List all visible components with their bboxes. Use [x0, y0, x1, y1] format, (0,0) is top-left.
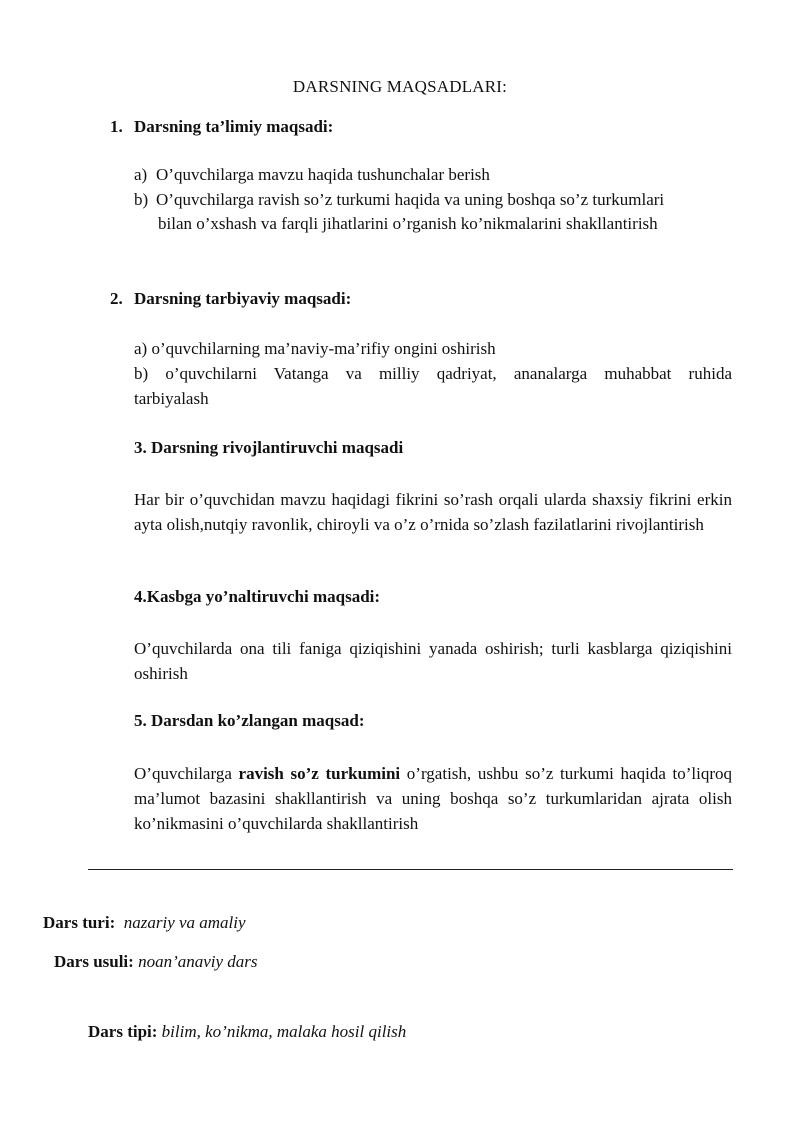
section-3-heading: 3. Darsning rivojlantiruvchi maqsadi [134, 438, 404, 457]
dars-turi-value: nazariy va amaliy [123, 913, 246, 932]
item-text: O’quvchilarga ravish so’z turkumi haqida va uning boshqa so’z turkumlari [156, 190, 665, 209]
section-5-body-emphasis: ravish so’z turkumini [238, 764, 401, 783]
section-1-item-b [134, 190, 664, 210]
section-3-body: Har bir o’quvchidan mavzu haqidagi fikrini so’rash orqali ularda shaxsiy fikrini erkin ayta olish,nutqiy ravonlik, chiroyli va o’z o’rnida so’zlash fazilatlarini rivojlantirish [134, 490, 732, 534]
section-2-heading [110, 289, 351, 309]
item-letter: b) [134, 190, 149, 209]
section-1-number: 1. [110, 117, 123, 136]
horizontal-divider [88, 869, 733, 870]
section-5-heading: 5. Darsdan ko’zlangan maqsad: [134, 711, 365, 730]
section-2-item-a: a) o’quvchilarning ma’naviy-ma’rifiy ongini oshirish [134, 339, 496, 358]
section-5-body-end: o’rgatish, ushbu so’z turkumi haqida to’liqroq ma’lumot bazasini shakllantirish va uning boshqa so’z turkumlaridan ajrata olish ko’nikmasini o’quvchilarda shakllantirish [134, 764, 733, 833]
dars-tipi-label: Dars tipi: [88, 1022, 158, 1041]
dars-usuli-line [54, 952, 258, 972]
item-text: O’quvchilarga mavzu haqida tushunchalar berish [156, 165, 490, 184]
section-5-body-start: O’quvchilarga [134, 764, 239, 783]
dars-tipi-value: bilim, ko’nikma, malaka hosil qilish [161, 1022, 407, 1041]
section-2-title: Darsning tarbiyaviy maqsadi: [134, 289, 352, 308]
dars-usuli-label: Dars usuli: [54, 952, 134, 971]
section-2-item-b-continued: tarbiyalash [134, 389, 209, 408]
section-4-body: O’quvchilarda ona tili faniga qiziqishini yanada oshirish; turli kasblarga qiziqishini oshirish [134, 639, 732, 683]
section-1-title: Darsning ta’limiy maqsadi: [134, 117, 334, 136]
section-2-number: 2. [110, 289, 123, 308]
section-2-item-b: b) o’quvchilarni Vatanga va milliy qadriyat, ananalarga muhabbat ruhida [134, 364, 732, 383]
dars-tipi-line [88, 1022, 406, 1042]
section-1-heading [110, 117, 333, 137]
item-letter: a) [134, 165, 148, 184]
page-title: DARSNING MAQSADLARI: [292, 77, 508, 96]
section-1-item-a [134, 165, 490, 185]
dars-usuli-value: noan’anaviy dars [138, 952, 258, 971]
section-1-item-b-continued: bilan o’xshash va farqli jihatlarini o’rganish ko’nikmalarini shakllantirish [158, 214, 658, 233]
section-5-body [134, 761, 732, 836]
dars-turi-label: Dars turi: [43, 913, 116, 932]
section-4-heading: 4.Kasbga yo’naltiruvchi maqsadi: [134, 587, 381, 606]
dars-turi-line [43, 913, 246, 933]
